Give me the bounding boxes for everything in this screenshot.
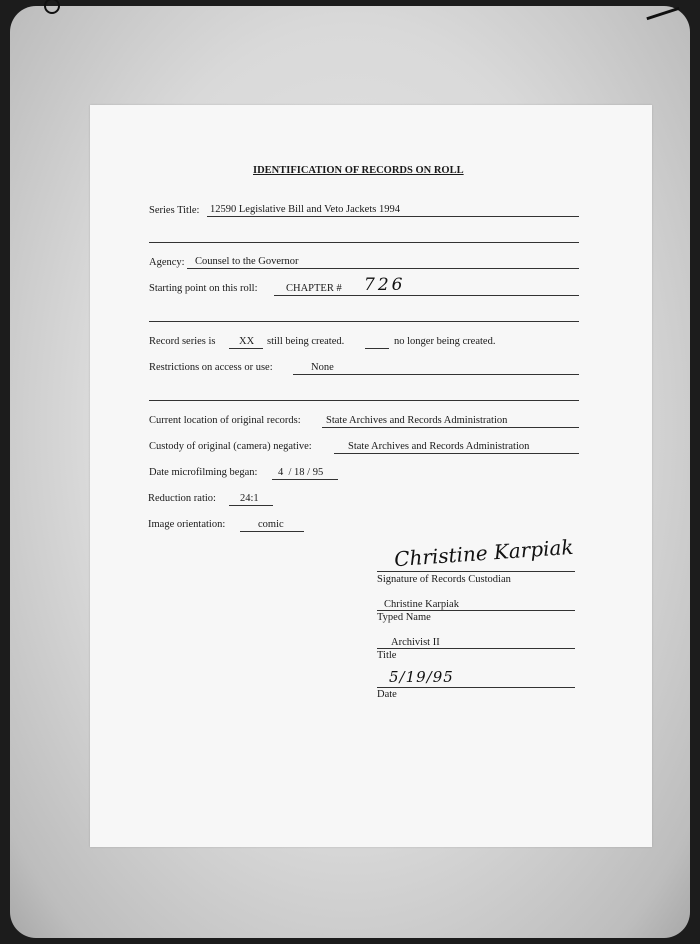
- custody-value: State Archives and Records Administration: [348, 441, 530, 452]
- date-label: Date: [377, 689, 397, 700]
- restrictions-label: Restrictions on access or use:: [149, 362, 273, 373]
- starting-point-label: Starting point on this roll:: [149, 283, 258, 294]
- orientation-line: [240, 531, 304, 532]
- starting-point-value: CHAPTER #: [286, 283, 342, 294]
- typed-name-line: [377, 610, 575, 611]
- reduction-label: Reduction ratio:: [148, 493, 216, 504]
- agency-value: Counsel to the Governor: [195, 256, 299, 267]
- title-value: Archivist II: [391, 637, 440, 648]
- film-mark-top-left: [44, 0, 60, 14]
- custody-line: [334, 453, 579, 454]
- title-label: Title: [377, 650, 397, 661]
- starting-point-line: [274, 295, 579, 296]
- signature-label: Signature of Records Custodian: [377, 574, 511, 585]
- starting-point-line-2: [149, 321, 579, 322]
- orientation-value: comic: [258, 519, 284, 530]
- current-location-label: Current location of original records:: [149, 415, 301, 426]
- custodian-signature: Christine Karpiak: [393, 534, 575, 572]
- series-title-value: 12590 Legislative Bill and Veto Jackets 1994: [210, 204, 400, 215]
- still-being-created-mark: XX: [239, 336, 255, 347]
- date-line: [377, 687, 575, 688]
- no-longer-blank: [365, 348, 389, 349]
- agency-label: Agency:: [149, 257, 185, 268]
- restrictions-line: [293, 374, 579, 375]
- still-being-created-blank: [229, 348, 263, 349]
- record-series-label: Record series is: [149, 336, 216, 347]
- restrictions-value: None: [311, 362, 334, 373]
- film-mark-top-right: [646, 7, 679, 20]
- agency-line: [187, 268, 579, 269]
- typed-name-label: Typed Name: [377, 612, 431, 623]
- date-began-value: 4 / 18 / 95: [278, 467, 324, 478]
- typed-name-value: Christine Karpiak: [384, 599, 459, 610]
- form-sheet: [90, 105, 652, 847]
- date-began-line: [272, 479, 338, 480]
- series-title-label: Series Title:: [149, 205, 200, 216]
- series-title-line-2: [149, 242, 579, 243]
- current-location-line: [322, 427, 579, 428]
- series-title-line: [207, 216, 579, 217]
- form-title: IDENTIFICATION OF RECORDS ON ROLL: [253, 165, 464, 176]
- microfilm-frame: [10, 6, 690, 938]
- date-began-label: Date microfilming began:: [149, 467, 258, 478]
- starting-point-handwritten: 726: [364, 275, 406, 295]
- still-being-created-label: still being created.: [267, 336, 345, 347]
- restrictions-line-2: [149, 400, 579, 401]
- reduction-line: [229, 505, 273, 506]
- date-handwritten: 5/19/95: [389, 668, 454, 686]
- current-location-value: State Archives and Records Administration: [326, 415, 508, 426]
- title-line: [377, 648, 575, 649]
- no-longer-label: no longer being created.: [394, 336, 496, 347]
- orientation-label: Image orientation:: [148, 519, 226, 530]
- signature-line: [377, 571, 575, 572]
- reduction-value: 24:1: [240, 493, 259, 504]
- custody-label: Custody of original (camera) negative:: [149, 441, 312, 452]
